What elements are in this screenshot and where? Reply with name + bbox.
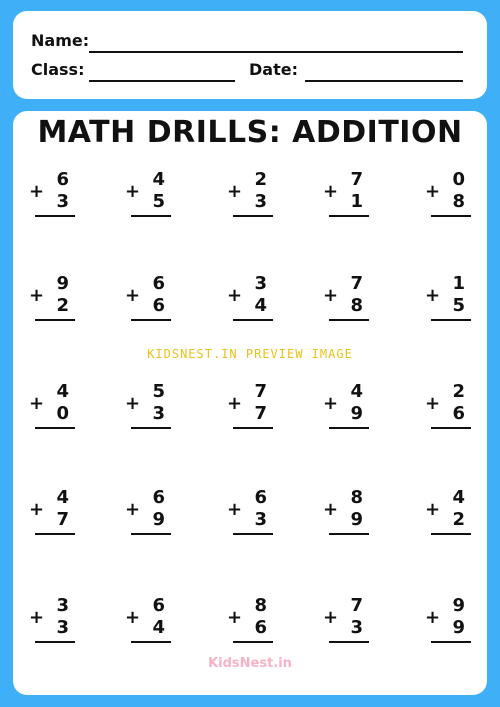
answer-line[interactable]: [329, 427, 369, 429]
addition-problem: [425, 595, 475, 645]
worksheet: [13, 111, 487, 695]
plus-sign: +: [425, 393, 441, 414]
addend-top: 2: [452, 381, 465, 402]
answer-line[interactable]: [431, 427, 471, 429]
answer-line[interactable]: [131, 533, 171, 535]
plus-sign: +: [29, 285, 45, 306]
answer-line[interactable]: [431, 533, 471, 535]
answer-line[interactable]: [131, 319, 171, 321]
addend-bottom: 1: [350, 191, 363, 212]
addend-bottom: 6: [254, 617, 267, 638]
addition-problem: [323, 487, 373, 537]
addend-bottom: 4: [152, 617, 165, 638]
addition-problem: [227, 381, 277, 431]
answer-line[interactable]: [233, 427, 273, 429]
plus-sign: +: [125, 393, 141, 414]
addend-top: 7: [350, 273, 363, 294]
addend-top: 8: [254, 595, 267, 616]
addend-top: 4: [350, 381, 363, 402]
answer-line[interactable]: [233, 319, 273, 321]
plus-sign: +: [425, 607, 441, 628]
addition-problem: [323, 273, 373, 323]
plus-sign: +: [323, 181, 339, 202]
addend-bottom: 6: [152, 295, 165, 316]
plus-sign: +: [227, 285, 243, 306]
addend-top: 6: [56, 169, 69, 190]
plus-sign: +: [323, 393, 339, 414]
plus-sign: +: [425, 181, 441, 202]
addend-top: 9: [56, 273, 69, 294]
addend-bottom: 6: [452, 403, 465, 424]
addend-top: 3: [56, 595, 69, 616]
addition-problem: [227, 487, 277, 537]
addend-top: 1: [452, 273, 465, 294]
addend-bottom: 9: [452, 617, 465, 638]
addend-bottom: 5: [452, 295, 465, 316]
name-label: Name:: [31, 31, 90, 50]
answer-line[interactable]: [233, 641, 273, 643]
plus-sign: +: [425, 285, 441, 306]
addend-top: 7: [350, 169, 363, 190]
addend-top: 4: [56, 487, 69, 508]
addend-top: 6: [152, 487, 165, 508]
addend-top: 9: [452, 595, 465, 616]
plus-sign: +: [29, 499, 45, 520]
date-line[interactable]: [305, 80, 463, 82]
answer-line[interactable]: [431, 641, 471, 643]
addend-bottom: 3: [254, 509, 267, 530]
answer-line[interactable]: [35, 319, 75, 321]
class-line[interactable]: [89, 80, 235, 82]
addend-top: 7: [350, 595, 363, 616]
class-label: Class:: [31, 60, 85, 79]
addend-top: 4: [56, 381, 69, 402]
addend-bottom: 2: [452, 509, 465, 530]
addition-problem: [323, 381, 373, 431]
addend-bottom: 4: [254, 295, 267, 316]
addend-bottom: 8: [452, 191, 465, 212]
answer-line[interactable]: [329, 533, 369, 535]
plus-sign: +: [125, 499, 141, 520]
addend-bottom: 3: [56, 191, 69, 212]
addition-problem: [29, 595, 79, 645]
addend-top: 8: [350, 487, 363, 508]
addition-problem: [323, 169, 373, 219]
addend-top: 7: [254, 381, 267, 402]
plus-sign: +: [323, 499, 339, 520]
addition-problem: [125, 381, 175, 431]
addition-problem: [29, 381, 79, 431]
addend-bottom: 7: [56, 509, 69, 530]
plus-sign: +: [323, 607, 339, 628]
addition-problem: [125, 595, 175, 645]
plus-sign: +: [227, 181, 243, 202]
plus-sign: +: [29, 607, 45, 628]
answer-line[interactable]: [329, 215, 369, 217]
addition-problem: [29, 169, 79, 219]
addition-problem: [125, 169, 175, 219]
addition-problem: [125, 273, 175, 323]
addend-top: 0: [452, 169, 465, 190]
plus-sign: +: [125, 181, 141, 202]
brand-footer: KidsNest.in: [208, 656, 292, 671]
date-label: Date:: [249, 60, 298, 79]
addition-problem: [227, 273, 277, 323]
answer-line[interactable]: [431, 319, 471, 321]
plus-sign: +: [125, 285, 141, 306]
answer-line[interactable]: [131, 641, 171, 643]
addend-top: 2: [254, 169, 267, 190]
addend-top: 4: [152, 169, 165, 190]
addend-bottom: 9: [152, 509, 165, 530]
addition-problem: [425, 381, 475, 431]
plus-sign: +: [227, 393, 243, 414]
addend-top: 5: [152, 381, 165, 402]
plus-sign: +: [227, 499, 243, 520]
addend-bottom: 9: [350, 403, 363, 424]
answer-line[interactable]: [35, 533, 75, 535]
addition-problem: [425, 273, 475, 323]
preview-watermark: KIDSNEST.IN PREVIEW IMAGE: [147, 347, 353, 361]
addend-top: 6: [152, 595, 165, 616]
addition-problem: [425, 169, 475, 219]
plus-sign: +: [425, 499, 441, 520]
addition-problem: [227, 169, 277, 219]
addend-top: 6: [152, 273, 165, 294]
answer-line[interactable]: [329, 641, 369, 643]
addend-bottom: 5: [152, 191, 165, 212]
addend-bottom: 3: [350, 617, 363, 638]
student-info-card: [13, 11, 487, 99]
addition-problem: [125, 487, 175, 537]
plus-sign: +: [29, 181, 45, 202]
addend-bottom: 9: [350, 509, 363, 530]
worksheet-title: MATH DRILLS: ADDITION: [37, 115, 463, 150]
plus-sign: +: [125, 607, 141, 628]
answer-line[interactable]: [35, 641, 75, 643]
addition-problem: [425, 487, 475, 537]
plus-sign: +: [323, 285, 339, 306]
addition-problem: [29, 273, 79, 323]
answer-line[interactable]: [233, 215, 273, 217]
addend-bottom: 3: [152, 403, 165, 424]
addition-problem: [29, 487, 79, 537]
plus-sign: +: [29, 393, 45, 414]
answer-line[interactable]: [35, 427, 75, 429]
answer-line[interactable]: [35, 215, 75, 217]
addend-top: 4: [452, 487, 465, 508]
answer-line[interactable]: [329, 319, 369, 321]
addend-bottom: 2: [56, 295, 69, 316]
addition-problem: [323, 595, 373, 645]
answer-line[interactable]: [233, 533, 273, 535]
answer-line[interactable]: [131, 215, 171, 217]
addend-top: 6: [254, 487, 267, 508]
addend-bottom: 7: [254, 403, 267, 424]
addend-bottom: 3: [56, 617, 69, 638]
answer-line[interactable]: [431, 215, 471, 217]
answer-line[interactable]: [131, 427, 171, 429]
addend-bottom: 8: [350, 295, 363, 316]
addend-top: 3: [254, 273, 267, 294]
addition-problem: [227, 595, 277, 645]
addend-bottom: 0: [56, 403, 69, 424]
name-line[interactable]: [89, 51, 463, 53]
addend-bottom: 3: [254, 191, 267, 212]
plus-sign: +: [227, 607, 243, 628]
